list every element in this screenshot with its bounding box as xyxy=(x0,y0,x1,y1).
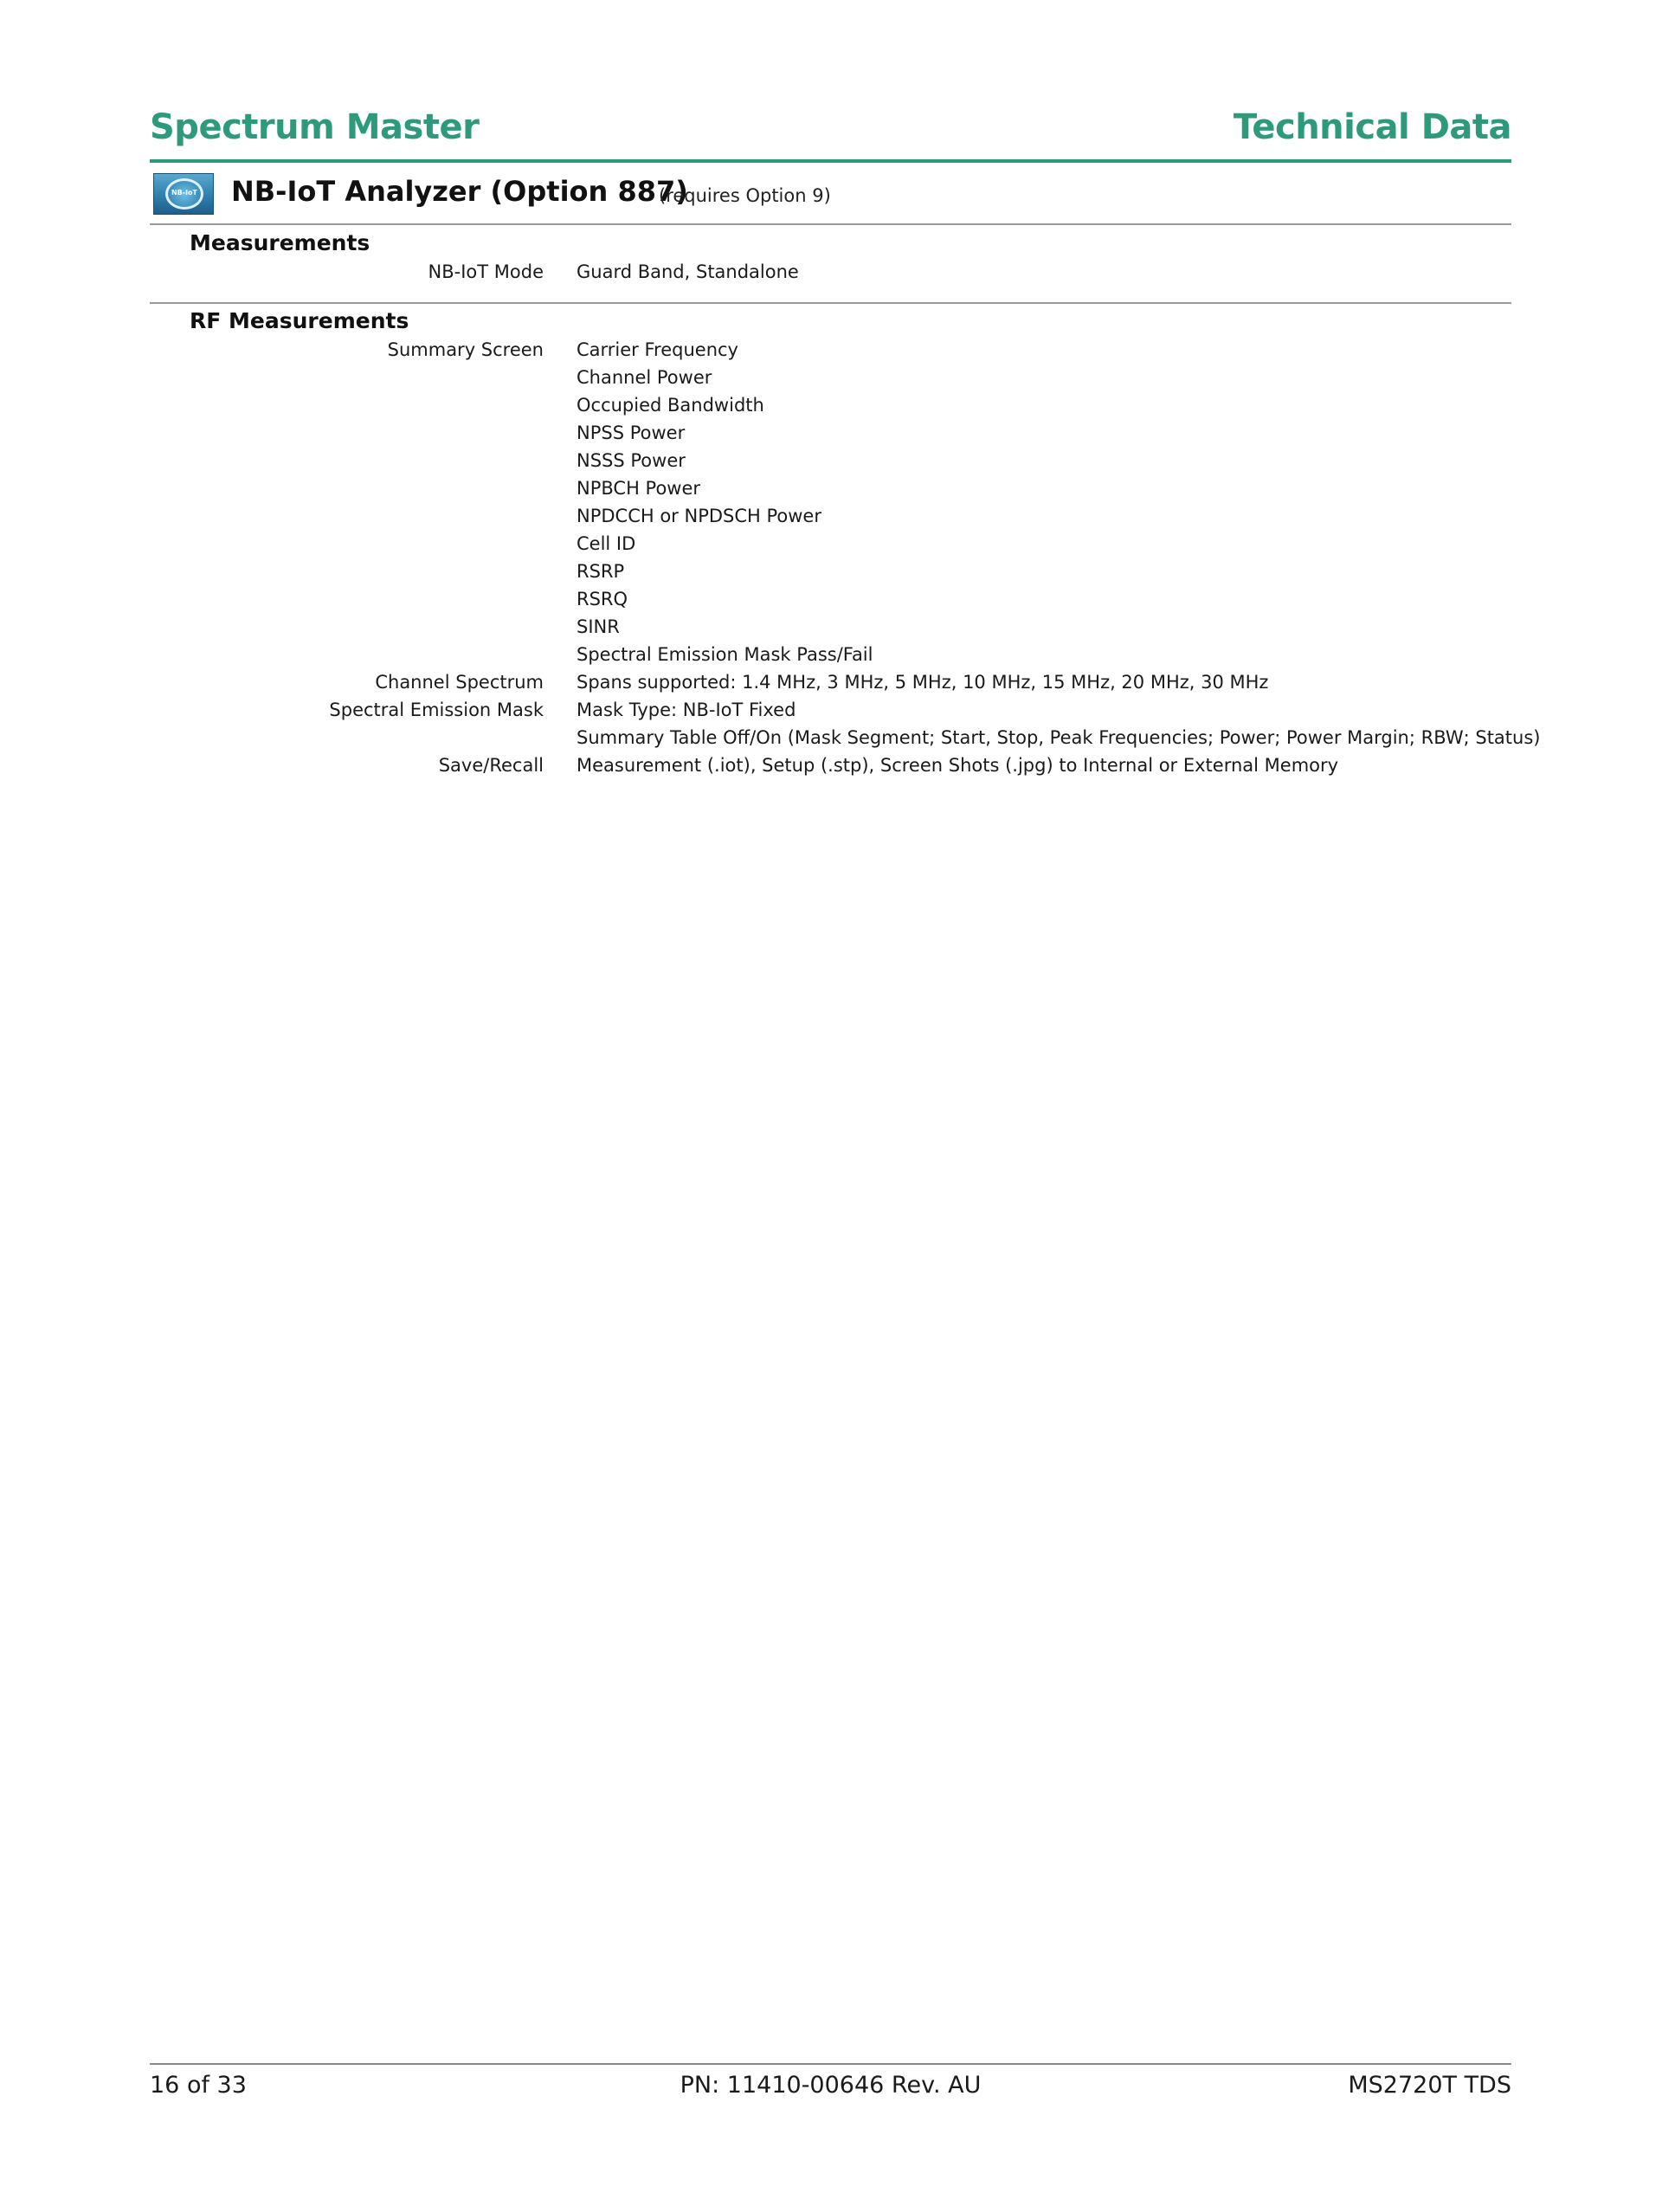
spec-value: Mask Type: NB-IoT Fixed xyxy=(577,700,796,720)
spec-value: SINR xyxy=(577,616,620,637)
spec-row xyxy=(150,450,1511,478)
spec-value: RSRP xyxy=(577,561,625,582)
page-number: 16 of 33 xyxy=(150,2072,247,2099)
nb-iot-icon-text: NB-IoT xyxy=(171,189,198,197)
spec-row xyxy=(150,422,1511,450)
spec-value: NPSS Power xyxy=(577,422,686,443)
spec-value: Measurement (.iot), Setup (.stp), Screen Shots (.jpg) to Internal or External Memory xyxy=(577,755,1339,776)
spec-label: Channel Spectrum xyxy=(375,672,544,693)
brand-title: Spectrum Master xyxy=(150,107,480,147)
spec-label: Summary Screen xyxy=(387,339,544,360)
spec-value: Occupied Bandwidth xyxy=(577,395,764,416)
spec-row xyxy=(150,261,1511,289)
rf-measurements-heading: RF Measurements xyxy=(190,308,409,333)
spec-row xyxy=(150,533,1511,561)
nb-iot-icon xyxy=(153,173,214,215)
part-number: PN: 11410-00646 Rev. AU xyxy=(680,2072,982,2099)
section-title-row xyxy=(150,170,1511,225)
spec-row xyxy=(150,506,1511,533)
page-header xyxy=(150,102,1511,163)
spec-row xyxy=(150,367,1511,395)
spec-value: Spans supported: 1.4 MHz, 3 MHz, 5 MHz, 10 MHz, 15 MHz, 20 MHz, 30 MHz xyxy=(577,672,1269,693)
spec-value: NPDCCH or NPDSCH Power xyxy=(577,506,821,526)
spec-row xyxy=(150,616,1511,644)
document-id: MS2720T TDS xyxy=(1348,2072,1511,2099)
spec-row xyxy=(150,589,1511,616)
spec-row xyxy=(150,644,1511,672)
spec-value: NPBCH Power xyxy=(577,478,701,499)
spec-row xyxy=(150,561,1511,589)
spec-row xyxy=(150,395,1511,422)
nb-iot-icon-ring xyxy=(165,178,203,210)
spec-row xyxy=(150,700,1511,727)
spec-row xyxy=(150,727,1541,755)
page-footer xyxy=(150,2063,1511,2105)
section-divider xyxy=(150,302,1511,304)
section-note: (requires Option 9) xyxy=(659,185,831,206)
spec-value: Guard Band, Standalone xyxy=(577,261,799,282)
spec-row xyxy=(150,755,1511,783)
measurements-heading: Measurements xyxy=(190,230,370,255)
spec-value: Spectral Emission Mask Pass/Fail xyxy=(577,644,873,665)
spec-row xyxy=(150,672,1511,700)
spec-value: Summary Table Off/On (Mask Segment; Start, Stop, Peak Frequencies; Power; Power Margin; RBW; Status) xyxy=(577,727,1541,748)
spec-value: Carrier Frequency xyxy=(577,339,738,360)
spec-value: RSRQ xyxy=(577,589,628,609)
spec-row xyxy=(150,478,1511,506)
doc-type-title: Technical Data xyxy=(1233,107,1511,147)
spec-value: Channel Power xyxy=(577,367,712,388)
spec-value: NSSS Power xyxy=(577,450,686,471)
section-title: NB-IoT Analyzer (Option 887) xyxy=(231,175,688,208)
spec-value: Cell ID xyxy=(577,533,636,554)
spec-row xyxy=(150,339,1511,367)
spec-label: Save/Recall xyxy=(438,755,544,776)
spec-label: Spectral Emission Mask xyxy=(329,700,544,720)
spec-label: NB-IoT Mode xyxy=(428,261,544,282)
